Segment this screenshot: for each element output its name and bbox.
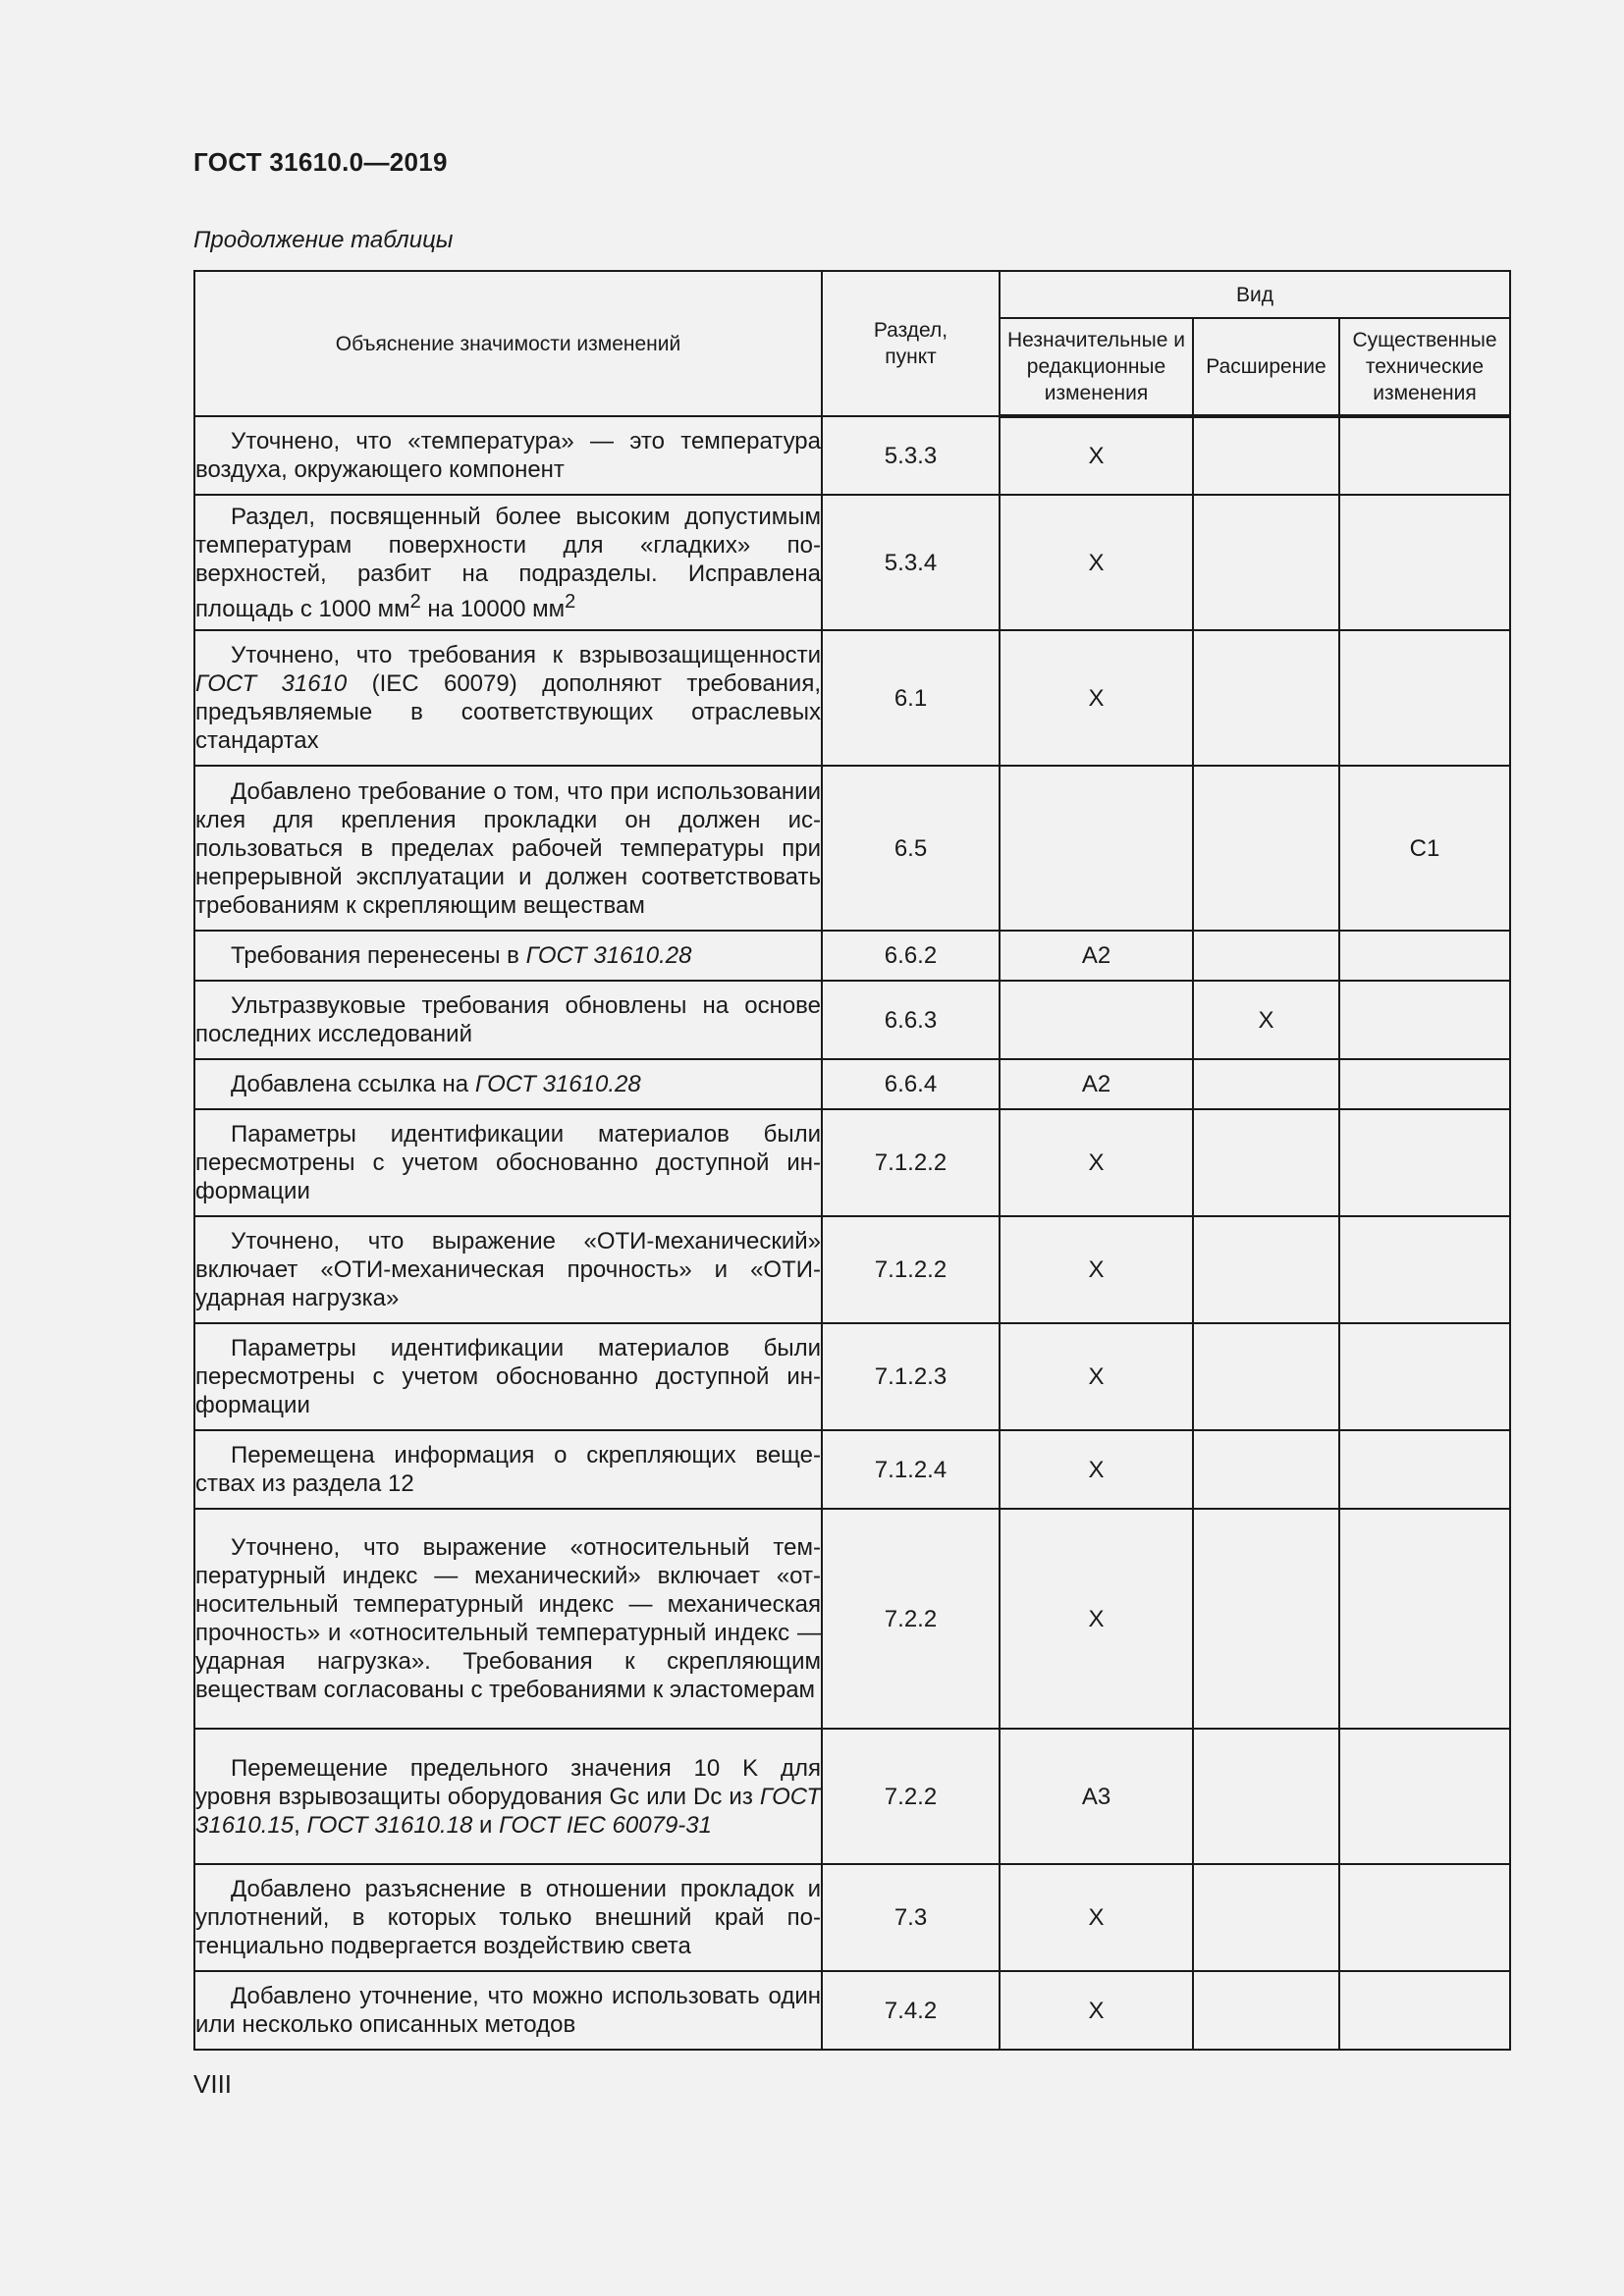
table-row — [194, 931, 1510, 981]
row-section: 6.1 — [822, 630, 1000, 766]
row-extension-mark — [1193, 1729, 1339, 1864]
row-minor-mark: X — [1000, 1109, 1193, 1216]
row-major-mark — [1339, 1864, 1510, 1971]
row-major-mark — [1339, 1109, 1510, 1216]
row-section: 5.3.4 — [822, 495, 1000, 630]
row-explanation: Ультразвуковые требования обновлены на основе последних исследований — [194, 981, 822, 1059]
row-explanation: Уточнено, что выражение «ОТИ-механический» включает «ОТИ-механическая прочность» и «ОТИ-ударная нагрузка» — [194, 1216, 822, 1323]
row-section: 7.3 — [822, 1864, 1000, 1971]
table-row — [194, 766, 1510, 931]
row-section: 7.1.2.3 — [822, 1323, 1000, 1430]
row-extension-mark — [1193, 1430, 1339, 1509]
row-major-mark — [1339, 981, 1510, 1059]
row-major-mark — [1339, 416, 1510, 495]
row-explanation: Уточнено, что выражение «относительный температурный индекс — механический» включает «относительный температурный индекс — механическая прочность» и «относительный температурный индекс — ударная нагрузка». Требования к скрепляющим веществам согласованы с требованиями к эластомерам — [194, 1509, 822, 1729]
table-row — [194, 1109, 1510, 1216]
row-major-mark — [1339, 495, 1510, 630]
table-row — [194, 1059, 1510, 1109]
document-title: ГОСТ 31610.0—2019 — [193, 147, 448, 177]
table-row — [194, 1323, 1510, 1430]
table-row — [194, 981, 1510, 1059]
row-minor-mark: A3 — [1000, 1729, 1193, 1864]
row-minor-mark — [1000, 981, 1193, 1059]
row-extension-mark — [1193, 1216, 1339, 1323]
row-major-mark — [1339, 1729, 1510, 1864]
row-explanation: Уточнено, что требования к взрывозащищенности ГОСТ 31610 (IEC 60079) дополняют требования, предъявляемые в соответствующих отраслевых стандартах — [194, 630, 822, 766]
header-minor-changes: Незначительные и редакционные изменения — [1000, 318, 1193, 416]
row-minor-mark: X — [1000, 1323, 1193, 1430]
table-row — [194, 1509, 1510, 1729]
row-extension-mark — [1193, 1864, 1339, 1971]
row-explanation: Уточнено, что «температура» — это температура воздуха, окружающего компонент — [194, 416, 822, 495]
row-minor-mark: X — [1000, 1971, 1193, 2050]
row-major-mark: C1 — [1339, 766, 1510, 931]
row-section: 7.1.2.2 — [822, 1216, 1000, 1323]
row-minor-mark: X — [1000, 1430, 1193, 1509]
row-minor-mark: X — [1000, 1509, 1193, 1729]
row-extension-mark — [1193, 1109, 1339, 1216]
row-explanation: Добавлена ссылка на ГОСТ 31610.28 — [194, 1059, 822, 1109]
row-explanation: Параметры идентификации материалов были пересмотрены с учетом обоснованно доступной информации — [194, 1323, 822, 1430]
row-extension-mark — [1193, 1509, 1339, 1729]
row-explanation: Раздел, посвященный более высоким допустимым температурам поверхности для «гладких» поверхностей, разбит на подразделы. Исправлена площадь с 1000 $мм^2$ на 10000 $мм^2$ — [194, 495, 822, 630]
row-extension-mark — [1193, 495, 1339, 630]
row-explanation: Параметры идентификации материалов были пересмотрены с учетом обоснованно доступной информации — [194, 1109, 822, 1216]
row-extension-mark — [1193, 1323, 1339, 1430]
row-section: 7.1.2.2 — [822, 1109, 1000, 1216]
row-major-mark — [1339, 1323, 1510, 1430]
row-extension-mark — [1193, 931, 1339, 981]
row-minor-mark: X — [1000, 1864, 1193, 1971]
table-row — [194, 630, 1510, 766]
row-minor-mark: X — [1000, 416, 1193, 495]
row-major-mark — [1339, 1509, 1510, 1729]
table-row — [194, 416, 1510, 495]
changes-table — [193, 270, 1511, 2051]
row-minor-mark: X — [1000, 495, 1193, 630]
row-explanation: Перемещена информация о скрепляющих веществах из раздела 12 — [194, 1430, 822, 1509]
row-major-mark — [1339, 1216, 1510, 1323]
row-explanation: Добавлено разъяснение в отношении прокладок и уплотнений, в которых только внешний край потенциально подвергается воздействию света — [194, 1864, 822, 1971]
row-extension-mark — [1193, 630, 1339, 766]
row-major-mark — [1339, 1430, 1510, 1509]
header-section: Раздел, пункт — [822, 271, 1000, 416]
table-row — [194, 1216, 1510, 1323]
row-major-mark — [1339, 630, 1510, 766]
row-section: 7.4.2 — [822, 1971, 1000, 2050]
row-section: 6.6.3 — [822, 981, 1000, 1059]
table-row — [194, 1864, 1510, 1971]
table-row — [194, 495, 1510, 630]
table-row — [194, 1430, 1510, 1509]
row-section: 7.2.2 — [822, 1729, 1000, 1864]
row-section: 6.6.2 — [822, 931, 1000, 981]
row-minor-mark: A2 — [1000, 1059, 1193, 1109]
row-explanation: Требования перенесены в ГОСТ 31610.28 — [194, 931, 822, 981]
table-row — [194, 1729, 1510, 1864]
header-type: Вид — [1000, 271, 1510, 318]
header-explanation: Объяснение значимости изменений — [194, 271, 822, 416]
row-extension-mark: X — [1193, 981, 1339, 1059]
row-minor-mark — [1000, 766, 1193, 931]
header-major-changes: Существенные технические изменения — [1339, 318, 1510, 416]
row-section: 6.5 — [822, 766, 1000, 931]
page-number: VIII — [193, 2069, 233, 2099]
row-major-mark — [1339, 931, 1510, 981]
row-extension-mark — [1193, 766, 1339, 931]
row-section: 7.1.2.4 — [822, 1430, 1000, 1509]
row-explanation: Перемещение предельного значения 10 K для уровня взрывозащиты оборудования Gc или Dc из ГОСТ 31610.15, ГОСТ 31610.18 и ГОСТ IEC 60079-31 — [194, 1729, 822, 1864]
row-extension-mark — [1193, 1971, 1339, 2050]
row-extension-mark — [1193, 416, 1339, 495]
row-minor-mark: X — [1000, 1216, 1193, 1323]
row-extension-mark — [1193, 1059, 1339, 1109]
row-minor-mark: X — [1000, 630, 1193, 766]
row-section: 6.6.4 — [822, 1059, 1000, 1109]
row-major-mark — [1339, 1059, 1510, 1109]
row-section: 7.2.2 — [822, 1509, 1000, 1729]
table-continuation-caption: Продолжение таблицы — [193, 227, 454, 253]
table-row — [194, 1971, 1510, 2050]
row-major-mark — [1339, 1971, 1510, 2050]
row-explanation: Добавлено уточнение, что можно использовать один или несколько описанных методов — [194, 1971, 822, 2050]
row-explanation: Добавлено требование о том, что при использовании клея для крепления прокладки он должен использоваться в пределах рабочей температуры при непрерывной эксплуатации и должен соответствовать требованиям к скрепляющим веществам — [194, 766, 822, 931]
header-extension: Расширение — [1193, 318, 1339, 416]
row-minor-mark: A2 — [1000, 931, 1193, 981]
row-section: 5.3.3 — [822, 416, 1000, 495]
